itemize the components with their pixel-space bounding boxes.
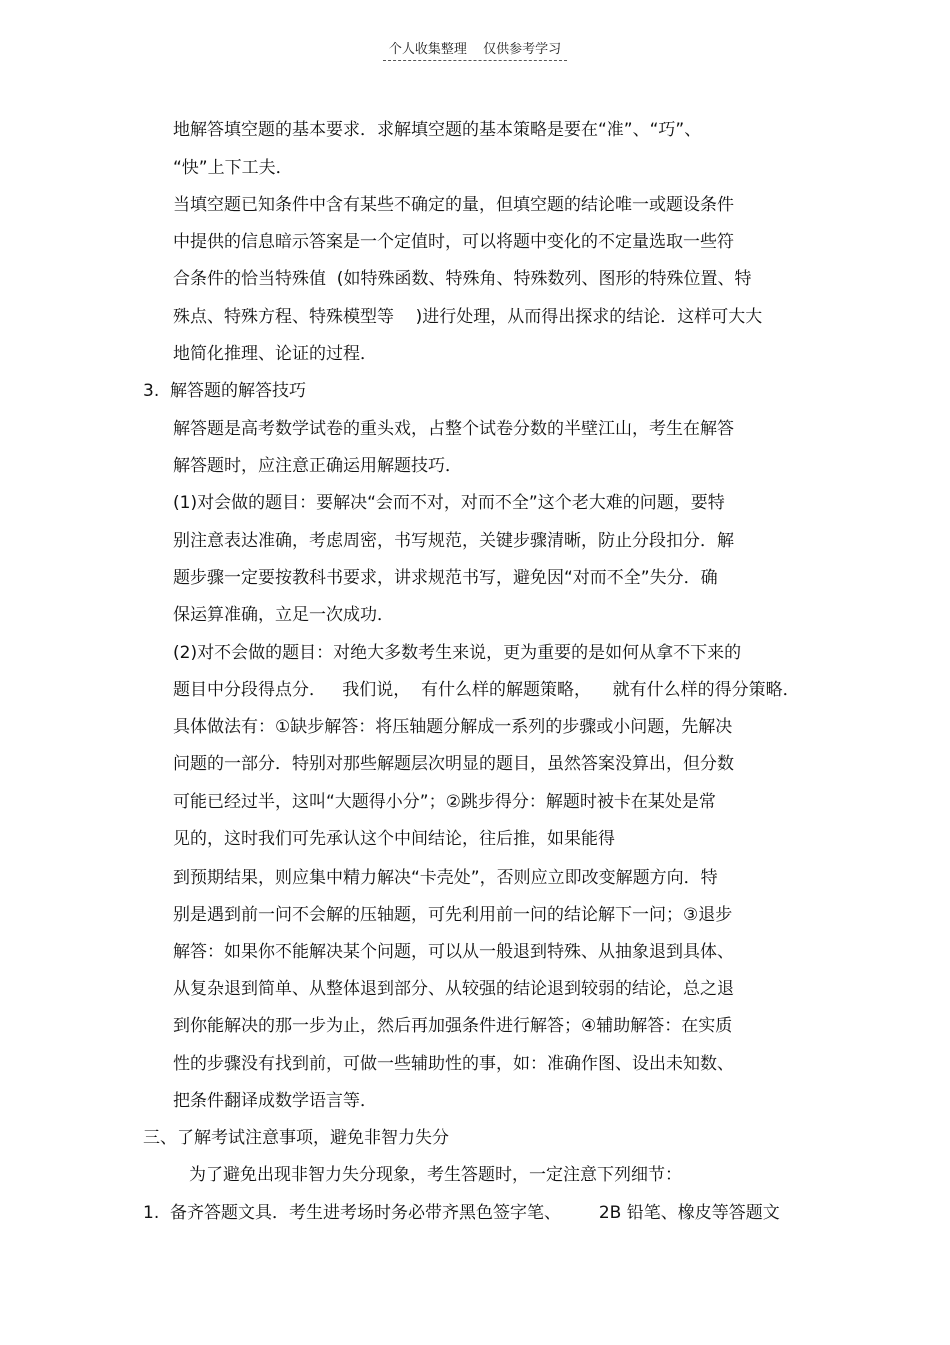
numbered-item: 1. 备齐答题文具．考生进考场时务必带齐黑色签字笔、 2B 铅笔、橡皮等答题文 xyxy=(143,1203,780,1223)
header-left: 个人收集整理 xyxy=(388,42,467,57)
text-line: 为了避免出现非智力失分现象，考生答题时，一定注意下列细节： xyxy=(189,1165,682,1185)
text-line: 可能已经过半，这叫“大题得小分”；②跳步得分：解题时被卡在某处是常 xyxy=(173,792,716,812)
text-line: 从复杂退到简单、从整体退到部分、从较强的结论退到较弱的结论，总之退 xyxy=(173,979,734,999)
text-line: 别是遇到前一问不会解的压轴题，可先利用前一问的结论解下一问；③退步 xyxy=(173,905,733,925)
text-line: 中提供的信息暗示答案是一个定值时，可以将题中变化的不定量选取一些符 xyxy=(173,232,734,252)
text-line: 题步骤一定要按教科书要求，讲求规范书写，避免因“对而不全”失分．确 xyxy=(173,568,718,588)
text-line: 解答：如果你不能解决某个问题，可以从一般退到特殊、从抽象退到具体、 xyxy=(173,942,734,962)
page-header xyxy=(0,38,950,61)
text-line: 别注意表达准确，考虑周密，书写规范，关键步骤清晰，防止分段扣分．解 xyxy=(173,531,734,551)
text-line: 见的，这时我们可先承认这个中间结论，往后推，如果能得 xyxy=(173,829,615,849)
text-line: 地解答填空题的基本要求．求解填空题的基本策略是要在“准”、“巧”、 xyxy=(173,120,702,140)
numbered-heading: 3. 解答题的解答技巧 xyxy=(143,381,307,401)
section-heading: 三、了解考试注意事项，避免非智力失分 xyxy=(143,1128,449,1148)
text-line: 问题的一部分．特别对那些解题层次明显的题目，虽然答案没算出，但分数 xyxy=(173,754,734,774)
text-line: (2)对不会做的题目：对绝大多数考生来说，更为重要的是如何从拿不下来的 xyxy=(173,643,742,663)
header-right: 仅供参考学习 xyxy=(483,42,562,57)
text-line: 解答题时，应注意正确运用解题技巧． xyxy=(173,456,462,476)
text-line: 当填空题已知条件中含有某些不确定的量，但填空题的结论唯一或题设条件 xyxy=(173,195,734,215)
text-line: 合条件的恰当特殊值 (如特殊函数、特殊角、特殊数列、图形的特殊位置、特 xyxy=(173,269,752,289)
text-line: 殊点、特殊方程、特殊模型等 )进行处理，从而得出探求的结论．这样可大大 xyxy=(173,307,763,327)
text-line: (1)对会做的题目：要解决“会而不对，对而不全”这个老大难的问题，要特 xyxy=(173,493,725,513)
text-line: “快”上下工夫． xyxy=(173,158,293,178)
text-line: 把条件翻译成数学语言等． xyxy=(173,1091,377,1111)
text-line: 具体做法有：①缺步解答：将压轴题分解成一系列的步骤或小问题，先解决 xyxy=(173,717,733,737)
text-line: 题目中分段得点分． 我们说， 有什么样的解题策略， 就有什么样的得分策略． xyxy=(173,680,800,700)
text-line: 解答题是高考数学试卷的重头戏，占整个试卷分数的半壁江山，考生在解答 xyxy=(173,419,734,439)
text-line: 到预期结果，则应集中精力解决“卡壳处”，否则应立即改变解题方向．特 xyxy=(173,868,718,888)
header-text xyxy=(383,38,567,61)
text-line: 到你能解决的那一步为止，然后再加强条件进行解答；④辅助解答：在实质 xyxy=(173,1016,733,1036)
text-line: 保运算准确，立足一次成功． xyxy=(173,605,394,625)
text-line: 地简化推理、论证的过程． xyxy=(173,344,377,364)
text-line: 性的步骤没有找到前，可做一些辅助性的事，如：准确作图、设出未知数、 xyxy=(173,1054,734,1074)
